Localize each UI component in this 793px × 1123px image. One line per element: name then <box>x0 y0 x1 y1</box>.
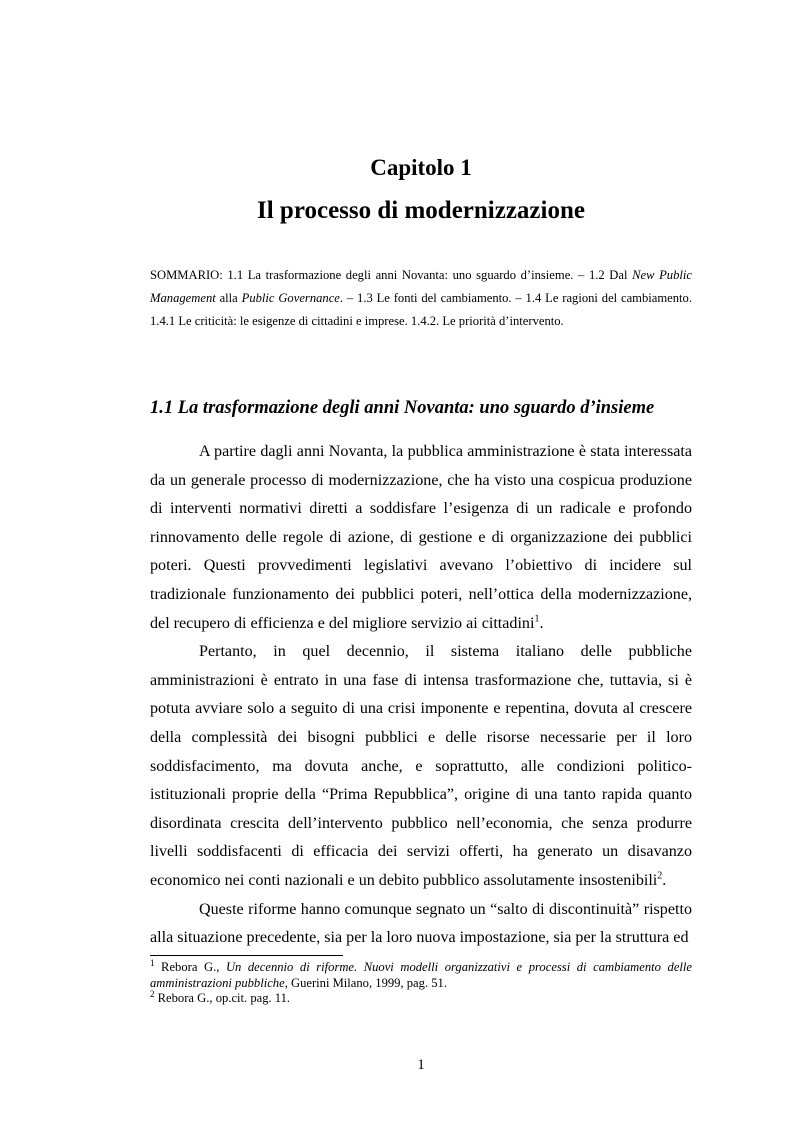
page-number: 1 <box>417 1057 425 1073</box>
paragraph-1 <box>150 438 692 638</box>
summary-italic-pg: Public Governance <box>241 291 340 305</box>
footnote-ref-2: 2 <box>657 870 663 882</box>
page <box>150 0 692 1123</box>
paragraph-2-end: . <box>662 871 667 889</box>
footnote-2 <box>150 988 692 1007</box>
chapter-number: Capitolo 1 <box>370 155 472 180</box>
summary-italic-npm: New Public Management <box>150 268 692 305</box>
footnote-2-text: Rebora G., op.cit. pag. 11. <box>154 991 291 1005</box>
paragraph-2 <box>150 638 692 895</box>
paragraph-3 <box>150 896 692 953</box>
section-title: 1.1 La trasformazione degli anni Novanta: uno sguardo d’insieme <box>150 398 655 418</box>
paragraph-3-text: Queste riforme hanno comunque segnato un “salto di discontinuità” rispetto alla situazione precedente, sia per la loro nuova impostazione, sia per la struttura ed <box>150 900 692 947</box>
footnote-1-text-c: , Guerini Milano, 1999, pag. 51. <box>284 975 447 990</box>
paragraph-1-end: . <box>539 614 544 632</box>
footnote-1-text-a: Rebora G., <box>154 960 226 974</box>
footnote-2-number: 2 <box>150 988 155 999</box>
paragraph-2-text: Pertanto, in quel decennio, il sistema italiano delle pubbliche amministrazioni è entrato in una fase di intensa trasformazione che, tuttavia, si è potuta avviare solo a seguito di una crisi imponente e repentina, dovuta al crescere della complessità dei bisogni pubblici e delle risorse necessarie per il loro soddisfacimento, ma dovuta anche, e soprattutto, alle condizioni politico-istituzionali proprie della “Prima Repubblica”, origine di una tanto rapida quanto disordinata crescita dell’intervento pubblico nell’economia, che senza produrre livelli soddisfacenti di efficacia dei servizi offerti, ha generato un disavanzo economico nei conti nazionali e un debito pubblico assolutamente insostenibili <box>150 643 692 889</box>
chapter-title: Il processo di modernizzazione <box>257 197 585 224</box>
footnote-divider <box>150 955 343 956</box>
summary-text-1: SOMMARIO: 1.1 La trasformazione degli anni Novanta: uno sguardo d’insieme. – 1.2 Dal <box>150 268 633 282</box>
footnote-1-title: Un decennio di riforme. Nuovi modelli organizzativi e processi di cambiamento delle amministrazioni pubbliche <box>150 960 692 990</box>
summary-text-3: . – 1.3 Le fonti del cambiamento. – 1.4 Le ragioni del cambiamento. 1.4.1 Le criticità: le esigenze di cittadini e imprese. 1.4.2. Le priorità d’intervento. <box>150 291 692 328</box>
footnote-1-number: 1 <box>150 957 155 968</box>
summary-text-2: alla <box>215 291 242 305</box>
chapter-summary <box>150 264 692 333</box>
paragraph-1-text: A partire dagli anni Novanta, la pubblica amministrazione è stata interessata da un generale processo di modernizzazione, che ha visto una cospicua produzione di interventi normativi diretti a soddisfare l’esigenza di un radicale e profondo rinnovamento delle regole di azione, di gestione e di organizzazione dei pubblici poteri. Questi provvedimenti legislativi avevano l’obiettivo di incidere sul tradizionale funzionamento dei pubblici poteri, nell’ottica della modernizzazione, del recupero di efficienza e del migliore servizio ai cittadini <box>150 443 692 632</box>
footnote-1 <box>150 957 692 991</box>
body-text <box>150 438 692 953</box>
footnote-ref-1: 1 <box>534 613 540 625</box>
footnotes <box>150 957 692 1007</box>
